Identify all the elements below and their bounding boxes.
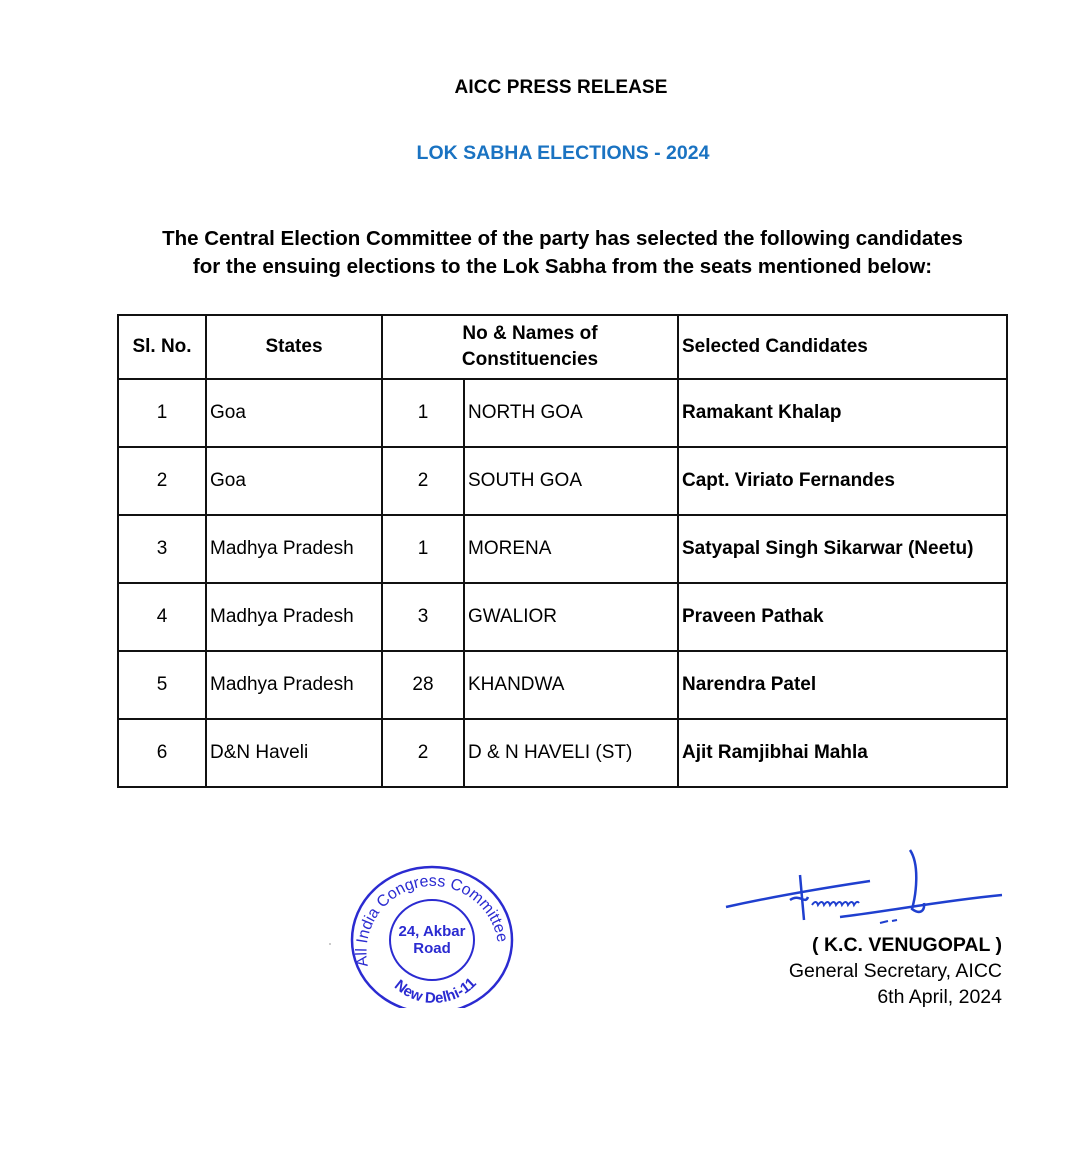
- table-row: [118, 379, 1007, 447]
- cell-sl-no: 3: [118, 515, 206, 583]
- table-row: [118, 515, 1007, 583]
- header-states: States: [206, 315, 382, 379]
- stamp-bottom-text: New Delhi-11: [391, 974, 480, 1008]
- cell-state: Madhya Pradesh: [206, 651, 382, 719]
- intro-line-2: for the ensuing elections to the Lok Sabha from the seats mentioned below:: [192, 255, 933, 278]
- header-sl-no: Sl. No.: [118, 315, 206, 379]
- cell-constituency-number: 1: [382, 515, 464, 583]
- cell-constituency-name: MORENA: [464, 515, 678, 583]
- signature-flourish: [910, 850, 924, 912]
- table-row: [118, 447, 1007, 515]
- table-header-row: [118, 315, 1007, 379]
- signature: [720, 845, 1010, 925]
- cell-constituency-name: GWALIOR: [464, 583, 678, 651]
- cell-sl-no: 2: [118, 447, 206, 515]
- cell-candidate: Narendra Patel: [678, 651, 1007, 719]
- signature-underline: [840, 895, 1002, 917]
- cell-constituency-name: KHANDWA: [464, 651, 678, 719]
- intro-paragraph: [100, 225, 1025, 281]
- cell-sl-no: 6: [118, 719, 206, 787]
- cell-state: D&N Haveli: [206, 719, 382, 787]
- stamp-inner-line-1: 24, Akbar: [398, 923, 466, 940]
- cell-constituency-number: 28: [382, 651, 464, 719]
- cell-constituency-name: NORTH GOA: [464, 379, 678, 447]
- election-title: LOK SABHA ELECTIONS - 2024: [416, 142, 710, 164]
- signature-loops: [812, 902, 859, 905]
- signatory-block: [789, 932, 1002, 1010]
- cell-sl-no: 4: [118, 583, 206, 651]
- cell-candidate: Ramakant Khalap: [678, 379, 1007, 447]
- cell-state: Goa: [206, 379, 382, 447]
- header-constituencies-line-2: Constituencies: [461, 349, 599, 370]
- stamp-outer-text: All India Congress Committee: [353, 872, 511, 968]
- table-row: [118, 719, 1007, 787]
- cell-candidate: Capt. Viriato Fernandes: [678, 447, 1007, 515]
- cell-candidate: Praveen Pathak: [678, 583, 1007, 651]
- cell-state: Goa: [206, 447, 382, 515]
- header-candidates: Selected Candidates: [678, 315, 1007, 379]
- cell-candidate: Satyapal Singh Sikarwar (Neetu): [678, 515, 1007, 583]
- candidates-table: [117, 314, 1008, 788]
- cell-sl-no: 5: [118, 651, 206, 719]
- cell-constituency-number: 2: [382, 447, 464, 515]
- table-row: [118, 583, 1007, 651]
- header-constituencies-line-1: No & Names of: [462, 323, 598, 344]
- signature-dash: [880, 920, 897, 923]
- cell-constituency-number: 3: [382, 583, 464, 651]
- cell-state: Madhya Pradesh: [206, 515, 382, 583]
- aicc-stamp: [340, 848, 520, 1008]
- scan-speck: [329, 943, 331, 945]
- intro-line-1: The Central Election Committee of the party has selected the following candidates: [162, 227, 963, 250]
- cell-constituency-number: 2: [382, 719, 464, 787]
- header-constituencies: [382, 315, 678, 379]
- cell-constituency-name: SOUTH GOA: [464, 447, 678, 515]
- signatory-title: General Secretary, AICC: [788, 960, 1002, 982]
- stamp-inner-line-2: Road: [413, 940, 451, 957]
- cell-sl-no: 1: [118, 379, 206, 447]
- press-release-title: AICC PRESS RELEASE: [454, 77, 668, 98]
- signatory-name: ( K.C. VENUGOPAL ): [812, 934, 1002, 956]
- signature-initial: [790, 875, 808, 920]
- release-date: 6th April, 2024: [877, 986, 1002, 1008]
- cell-candidate: Ajit Ramjibhai Mahla: [678, 719, 1007, 787]
- cell-constituency-name: D & N HAVELI (ST): [464, 719, 678, 787]
- cell-state: Madhya Pradesh: [206, 583, 382, 651]
- table-row: [118, 651, 1007, 719]
- cell-constituency-number: 1: [382, 379, 464, 447]
